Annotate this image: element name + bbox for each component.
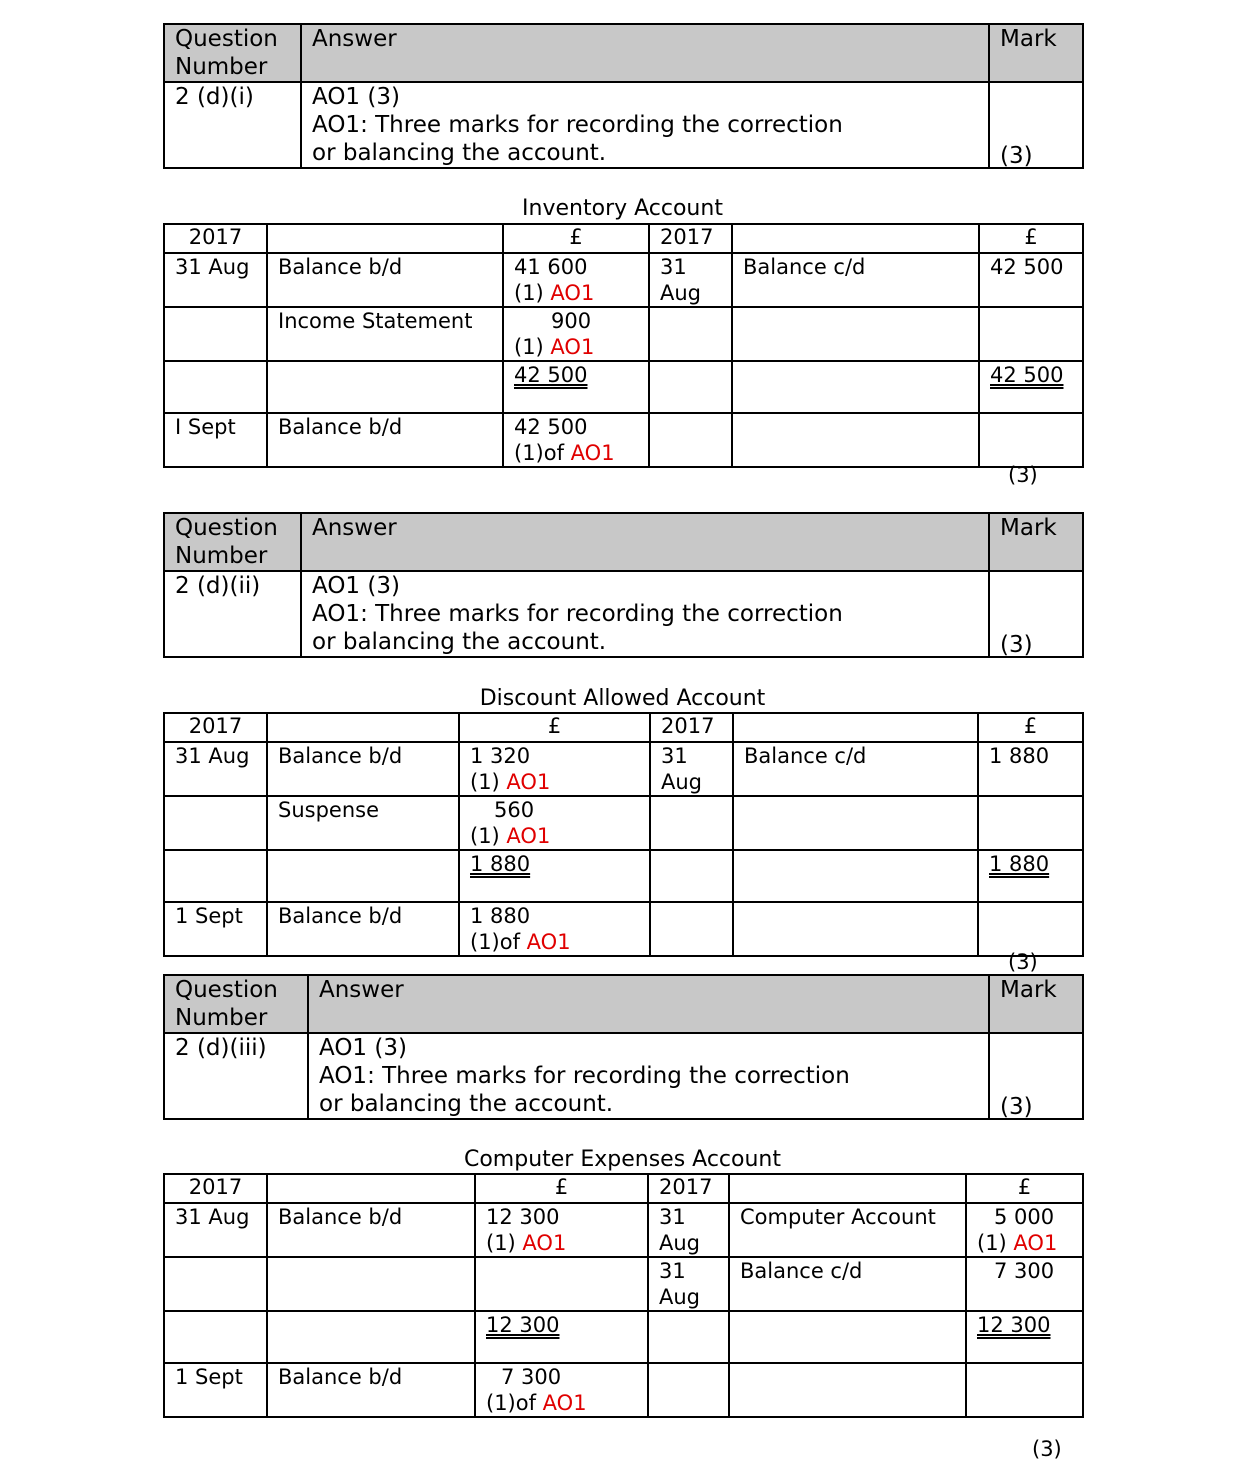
entry-description: Balance c/d [729,1257,966,1311]
answer-header: Answer [301,24,989,82]
year-header: 2017 [164,713,267,742]
account-title: Discount Allowed Account [479,686,766,711]
entry-description: Computer Account [729,1203,966,1257]
question-number: 2 (d)(iii) [164,1033,308,1119]
entry-amount: 900 (1) AO1 [503,307,649,361]
entry-description: Balance c/d [733,742,978,796]
entry-description: Suspense [267,796,459,850]
entry-amount: 7 300 (1)of AO1 [475,1363,648,1417]
currency-header: £ [979,224,1083,253]
question-box-1 [163,23,1082,169]
mark-value: (3) [989,571,1083,657]
mark-value: (3) [989,82,1083,168]
currency-header: £ [475,1174,648,1203]
currency-header: £ [503,224,649,253]
entry-amount: 42 500 [979,253,1083,307]
entry-date: 1 Sept [164,1363,267,1417]
question-box-3 [163,974,1082,1120]
entry-description: Balance b/d [267,1363,475,1417]
question-number-header: Question Number [164,513,301,571]
question-number-header: Question Number [164,24,301,82]
entry-amount: 7 300 [966,1257,1083,1311]
account-mark: (3) [1032,1437,1062,1461]
entry-date: 31 Aug [648,1257,729,1311]
entry-description: Income Statement [267,307,503,361]
entry-amount: 1 880 (1)of AO1 [459,902,650,956]
entry-description: Balance b/d [267,1203,475,1257]
answer-header: Answer [308,975,989,1033]
entry-amount: 5 000 (1) AO1 [966,1203,1083,1257]
entry-description: Balance b/d [267,253,503,307]
year-header: 2017 [164,1174,267,1203]
entry-amount: 1 320 (1) AO1 [459,742,650,796]
account-title: Inventory Account [522,196,723,221]
entry-date: 31 Aug [650,742,733,796]
computer-expenses-account-table [163,1173,1082,1418]
entry-description: Balance b/d [267,902,459,956]
total-amount: 42 500 [503,361,649,413]
total-amount: 1 880 [978,850,1083,902]
answer-text: AO1 (3) AO1: Three marks for recording the correction or balancing the account. [308,1033,989,1119]
entry-date: 31 Aug [164,1203,267,1257]
discount-allowed-account-table [163,712,1082,957]
entry-date: 31 Aug [649,253,732,307]
entry-amount: 1 880 [978,742,1083,796]
inventory-account-table [163,223,1082,468]
answer-header: Answer [301,513,989,571]
entry-amount: 42 500 (1)of AO1 [503,413,649,467]
entry-amount: 12 300 (1) AO1 [475,1203,648,1257]
mark-header: Mark [989,975,1083,1033]
currency-header: £ [459,713,650,742]
question-number: 2 (d)(ii) [164,571,301,657]
answer-text: AO1 (3) AO1: Three marks for recording the correction or balancing the account. [301,82,989,168]
mark-header: Mark [989,24,1083,82]
entry-description: Balance b/d [267,413,503,467]
total-amount: 42 500 [979,361,1083,413]
entry-date: 31 Aug [648,1203,729,1257]
year-header: 2017 [164,224,267,253]
entry-date: 1 Sept [164,902,267,956]
year-header: 2017 [650,713,733,742]
mark-header: Mark [989,513,1083,571]
currency-header: £ [966,1174,1083,1203]
entry-date: 31 Aug [164,742,267,796]
total-amount: 12 300 [966,1311,1083,1363]
entry-date: I Sept [164,413,267,467]
mark-value: (3) [989,1033,1083,1119]
total-amount: 1 880 [459,850,650,902]
account-mark: (3) [1008,950,1038,974]
year-header: 2017 [648,1174,729,1203]
account-title: Computer Expenses Account [463,1147,781,1172]
year-header: 2017 [649,224,732,253]
entry-amount: 560 (1) AO1 [459,796,650,850]
answer-text: AO1 (3) AO1: Three marks for recording the correction or balancing the account. [301,571,989,657]
account-mark: (3) [1008,463,1038,487]
total-amount: 12 300 [475,1311,648,1363]
question-box-2 [163,512,1082,658]
question-number-header: Question Number [164,975,308,1033]
entry-amount: 41 600 (1) AO1 [503,253,649,307]
entry-date: 31 Aug [164,253,267,307]
entry-description: Balance c/d [732,253,979,307]
question-number: 2 (d)(i) [164,82,301,168]
entry-description: Balance b/d [267,742,459,796]
currency-header: £ [978,713,1083,742]
